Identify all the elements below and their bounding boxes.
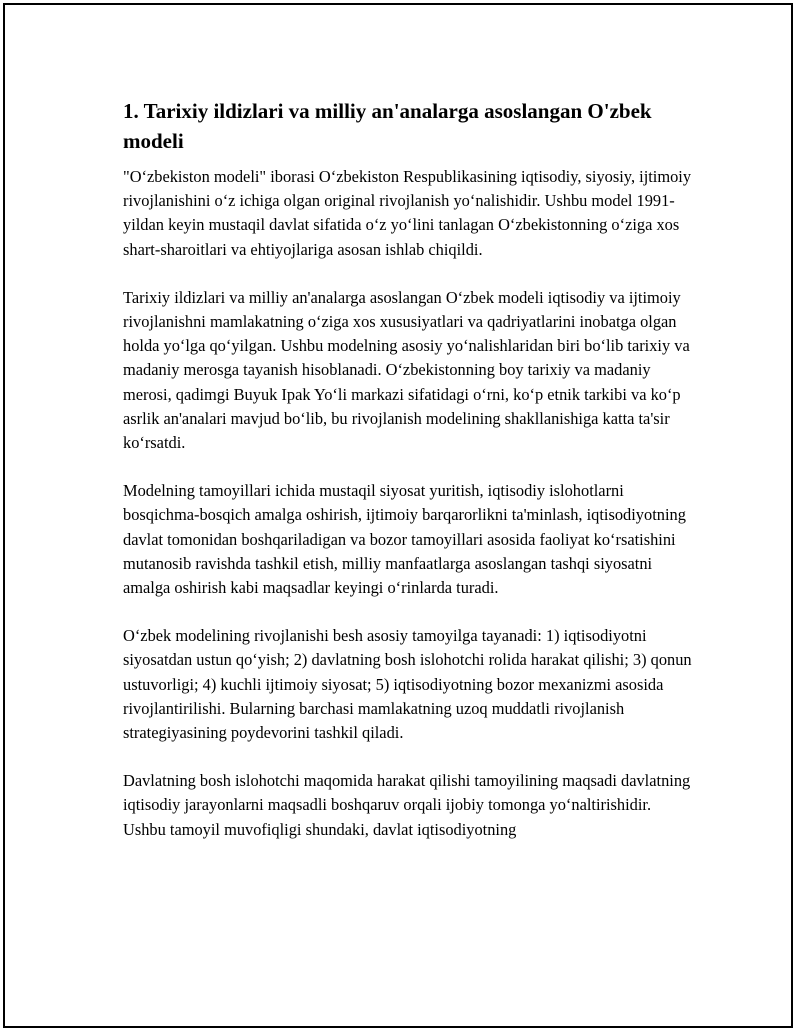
section-heading: 1. Tarixiy ildizlari va milliy an'analarga asoslangan O'zbek modeli <box>123 99 652 153</box>
paragraph-4: O‘zbek modelining rivojlanishi besh asosiy tamoyilga tayanadi: 1) iqtisodiyotni siyosatdan ustun qo‘yish; 2) davlatning bosh islohotchi rolida harakat qilishi; 3) qonun ustuvorligi; 4) kuchli ijtimoiy siyosat; 5) iqtisodiyotning bozor mexanizmi asosida rivojlantirilishi. Bularning barchasi mamlakatning uzoq muddatli rivojlanish strategiyasining poydevorini tashkil qiladi. <box>123 626 692 743</box>
document-body <box>123 96 695 866</box>
paragraph-3: Modelning tamoyillari ichida mustaqil siyosat yuritish, iqtisodiy islohotlarni bosqichma-bosqich amalga oshirish, ijtimoiy barqarorlikni ta'minlash, iqtisodiyotning davlat tomonidan boshqariladigan va bozor tamoyillari asosida faoliyat ko‘rsatishini mutanosib ravishda tashkil etish, milliy manfaatlarga asoslangan tashqi siyosatni amalga oshirish kabi maqsadlar keyingi o‘rinlarda turadi. <box>123 481 686 598</box>
paragraph-1: "O‘zbekiston modeli" iborasi O‘zbekiston Respublikasining iqtisodiy, siyosiy, ijtimoiy rivojlanishini o‘z ichiga olgan original rivojlanish yo‘nalishidir. Ushbu model 1991-yildan keyin mustaqil davlat sifatida o‘z yo‘lini tanlagan O‘zbekistonning o‘ziga xos shart-sharoitlari va ehtiyojlariga asosan ishlab chiqildi. <box>123 167 692 259</box>
paragraph-2: Tarixiy ildizlari va milliy an'analarga asoslangan O‘zbek modeli iqtisodiy va ijtimoiy rivojlanishni mamlakatning o‘ziga xos xususiyatlari va qadriyatlarini inobatga olgan holda yo‘lga qo‘yilgan. Ushbu modelning asosiy yo‘nalishlaridan biri bo‘lib tarixiy va madaniy merosga tayanish hisoblanadi. O‘zbekistonning boy tarixiy va madaniy merosi, qadimgi Buyuk Ipak Yo‘li markazi sifatidagi o‘rni, ko‘p etnik tarkibi va ko‘p asrlik an'analari mavjud bo‘lib, bu rivojlanish modelining shakllanishiga katta ta'sir ko‘rsatdi. <box>123 287 690 453</box>
page-frame <box>3 3 793 1028</box>
paragraph-5: Davlatning bosh islohotchi maqomida harakat qilishi tamoyilining maqsadi davlatning iqtisodiy jarayonlarni maqsadli boshqaruv orqali ijobiy tomonga yo‘naltirishidir. Ushbu tamoyil muvofiqligi shundaki, davlat iqtisodiyotning <box>123 771 691 839</box>
